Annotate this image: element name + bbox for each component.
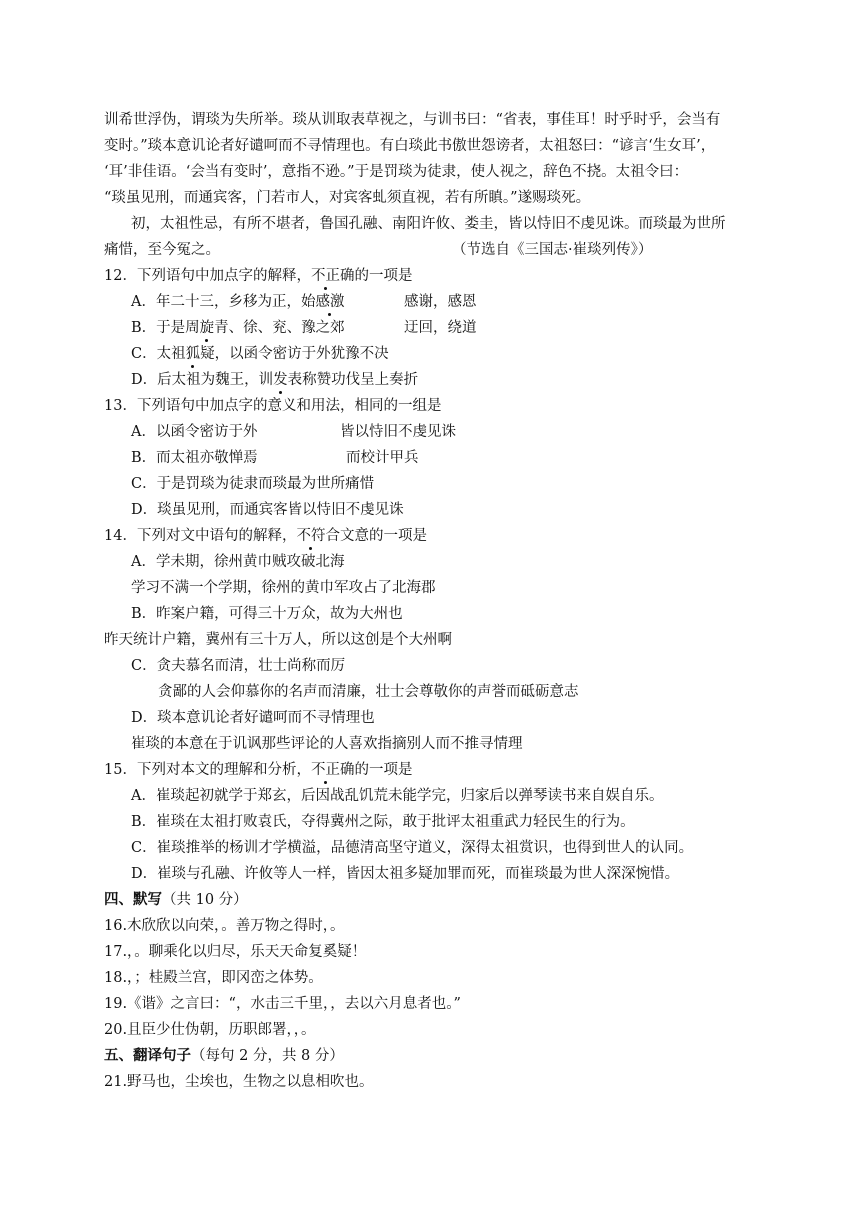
option-b-gloss: 迂回，绕道 — [404, 320, 477, 336]
stem-text: 12．下列语句中加点字的解释， — [104, 268, 311, 284]
option-a-gloss: 感谢，感恩 — [404, 294, 477, 310]
option-a-left: A．以函令密访于外 — [131, 424, 258, 440]
dotted-word — [186, 346, 201, 362]
question-stem: 13．下列语句中加点字的意义和用法，相同的一组是 — [104, 398, 442, 414]
option-b-left: B．而太祖亦敬惮焉 — [131, 450, 258, 466]
emphasis-dot — [279, 391, 282, 394]
section-heading — [104, 891, 248, 909]
emphasis-dot — [309, 547, 312, 550]
stem-text: 确的一项是 — [339, 268, 413, 284]
dictation-item: 16.木欣欣以向荣，。善万物之得时，。 — [104, 918, 345, 934]
dotted-word — [311, 762, 340, 778]
passage-line: 初，太祖性忌，有所不堪者，鲁国孔融、南阳许攸、娄圭，皆以恃旧不虔见诛。而琰最为世所 — [131, 216, 726, 232]
points-text: （共 10 分） — [162, 892, 248, 908]
passage-source: （节选自《三国志·崔琰列传》） — [452, 242, 653, 258]
option-c-translation: 贪鄙的人会仰慕你的名声而清廉，壮士会尊敬你的声誉而砥砺意志 — [158, 684, 579, 700]
passage-line: 训希世浮伪，谓琰为失所举。琰从训取表草视之，与训书曰：“省表，事佳耳！时乎时乎，会当有 — [104, 112, 721, 128]
option-b — [131, 319, 345, 337]
dictation-item: 19.《谐》之言曰：“，水击三千里，，去以六月息者也。” — [104, 996, 461, 1012]
section-heading — [104, 1047, 344, 1065]
option-text: D．后太祖为魏王，训 — [131, 372, 274, 388]
dotted-word — [273, 372, 288, 388]
option-a-right: 皆以恃旧不虔见诛 — [340, 424, 456, 440]
emphasis-dot — [328, 313, 331, 316]
stem-text: 14．下列对文中语句的解释， — [104, 528, 297, 544]
option-d — [131, 371, 418, 389]
dotted-word — [311, 268, 340, 284]
option-d: D．琰虽见刑，而通宾客皆以恃旧不虔见诛 — [131, 502, 404, 518]
passage-line: 痛惜，至今冤之。 — [104, 242, 220, 258]
dictation-item: 17.，。聊乘化以归尽，乐天天命复奚疑！ — [104, 944, 367, 960]
emphasis-dot — [324, 781, 327, 784]
option-text: 青、徐、兖、豫之郊 — [214, 320, 345, 336]
emphasis-dot — [191, 365, 194, 368]
option-text: 表称赞功伐呈上奏折 — [287, 372, 419, 388]
translation-item: 21.野马也，尘埃也，生物之以息相吹也。 — [104, 1074, 374, 1090]
heading-text: 四、默写 — [104, 891, 162, 908]
stem-text: 15．下列对本文的理解和分析， — [104, 762, 311, 778]
option-c — [131, 345, 389, 363]
option-text: A．年二十三，乡移为正，始 — [131, 294, 316, 310]
option-b: B．昨案户籍，可得三十万众，故为大州也 — [131, 606, 403, 622]
stem-text: 合文意的一项是 — [325, 528, 427, 544]
stem-text: 确的一项是 — [339, 762, 413, 778]
option-b-translation: 昨天统计户籍，冀州有三十万人，所以这创是个大州啊 — [104, 632, 452, 648]
dotted-text: 发 — [273, 372, 288, 388]
option-a-translation: 学习不满一个学期，徐州的黄巾军攻占了北海郡 — [131, 580, 436, 596]
option-text: C．太祖 — [131, 346, 186, 362]
passage-line: “琰虽见刑，而通宾客，门若市人，对宾客虬须直视，若有所瞋。”遂赐琰死。 — [104, 190, 591, 206]
dotted-word — [296, 528, 325, 544]
emphasis-dot — [205, 339, 208, 342]
points-text: （每句 2 分，共 8 分） — [191, 1048, 344, 1064]
option-d-translation: 崔琰的本意在于讥讽那些评论的人喜欢指摘别人而不推寻情理 — [131, 736, 523, 752]
option-c: C．崔琰推举的杨训才学横溢，品德清高坚守道义，深得太祖赏识，也得到世人的认同。 — [131, 840, 694, 856]
passage-line: ‘耳’非佳语。‘会当有变时’，意指不逊。”于是罚琰为徒隶，使人视之，辞色不挠。太祖令曰： — [104, 164, 689, 180]
option-a: A．学未期，徐州黄巾贼攻破北海 — [131, 554, 345, 570]
dictation-item: 20.且臣少仕伪朝，历职郎署，，。 — [104, 1022, 316, 1038]
dotted-word — [315, 294, 344, 310]
dotted-text: 旋 — [199, 320, 215, 336]
passage-line: 变时。”琰本意讥论者好谴呵而不寻情理也。有白琰此书傲世怨谤者，太祖怒曰：“谚言‘生女耳’， — [104, 138, 716, 154]
question-stem — [104, 761, 412, 779]
heading-text: 五、翻译句子 — [104, 1047, 191, 1064]
option-d: D．琰本意讥论者好谴呵而不寻情理也 — [131, 710, 375, 726]
dictation-item: 18.，；桂殿兰宫，即冈峦之体势。 — [104, 970, 323, 986]
dotted-text: 不正 — [310, 762, 340, 778]
dotted-text: 不符 — [296, 528, 326, 544]
question-stem — [104, 267, 412, 285]
option-a: A．崔琰起初就学于郑玄，后因战乱饥荒未能学完，归家后以弹琴读书来自娱自乐。 — [131, 788, 664, 804]
dotted-text: 不正 — [310, 268, 340, 284]
option-text: B．于是周 — [131, 320, 200, 336]
option-text: 疑，以函令密访于外犹豫不决 — [200, 346, 389, 362]
dotted-word — [200, 320, 215, 336]
option-b-right: 而校计甲兵 — [346, 450, 419, 466]
option-b: B．崔琰在太祖打败袁氏，夺得冀州之际，敢于批评太祖重武力轻民生的行为。 — [131, 814, 635, 830]
option-c: C．贪夫慕名而清，壮士尚称而厉 — [131, 658, 346, 674]
option-c: C．于是罚琰为徒隶而琰最为世所痛惜 — [131, 476, 375, 492]
emphasis-dot — [324, 287, 327, 290]
dotted-text: 感激 — [315, 294, 345, 310]
option-d: D．崔琰与孔融、许攸等人一样，皆因太祖多疑加罪而死，而崔琰最为世人深深惋惜。 — [131, 866, 680, 882]
dotted-text: 狐 — [185, 346, 201, 362]
option-a — [131, 293, 344, 311]
question-stem — [104, 527, 427, 545]
